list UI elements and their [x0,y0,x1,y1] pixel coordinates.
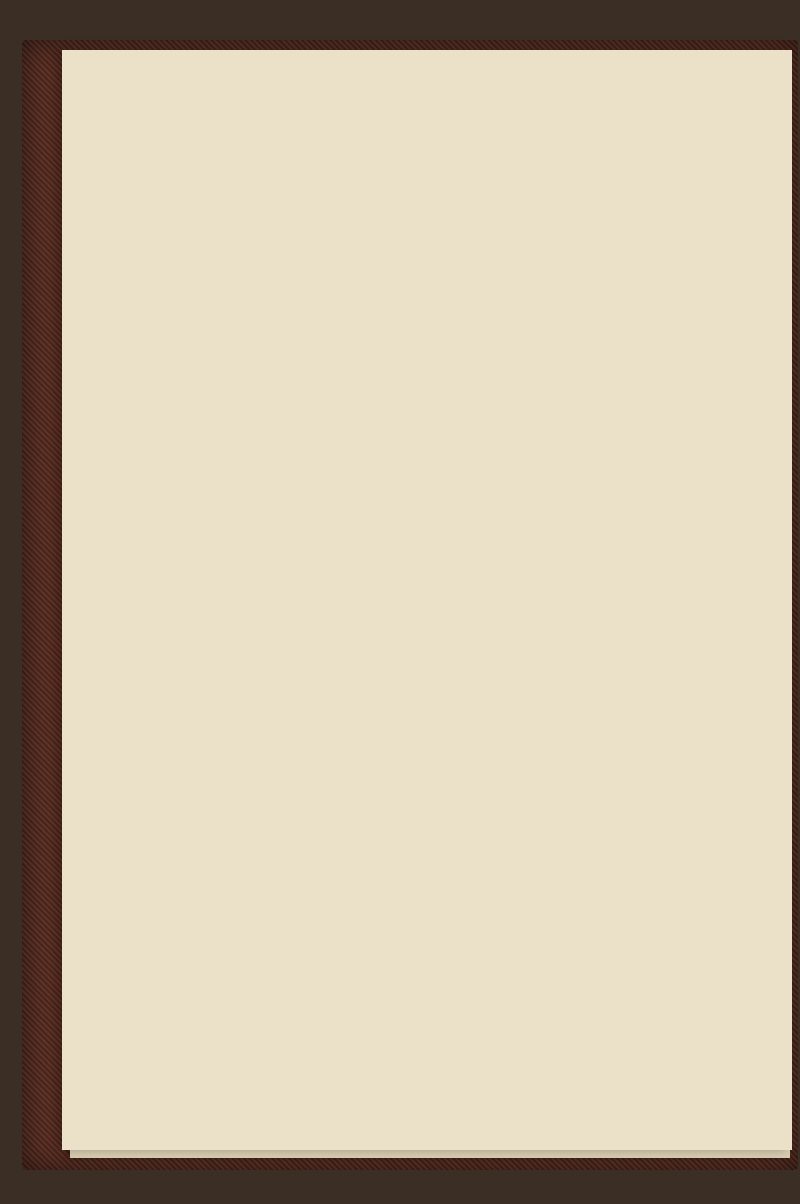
bottom-text-block [62,520,652,960]
top-text-block [62,50,652,520]
document-page [62,50,792,1150]
